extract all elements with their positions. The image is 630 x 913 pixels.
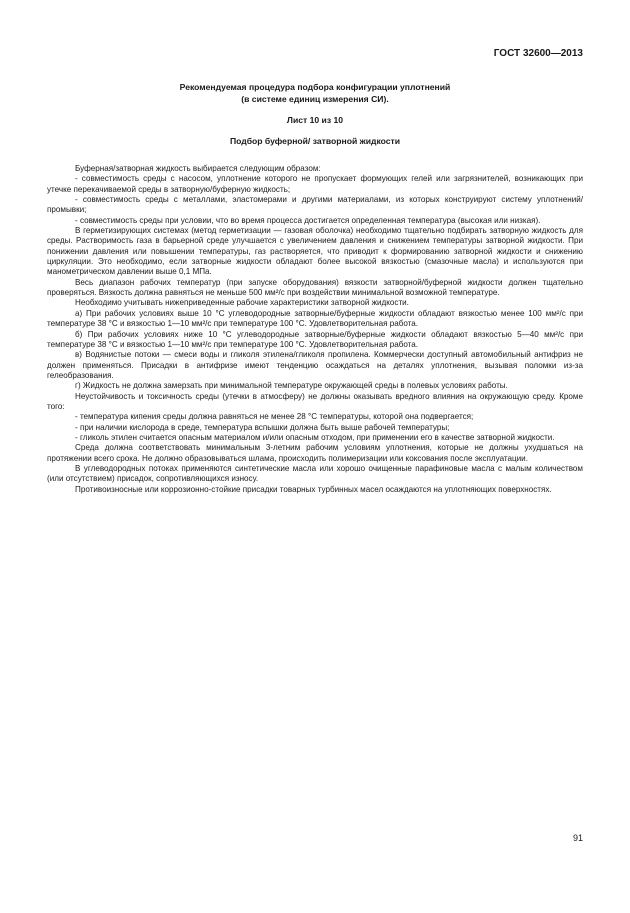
section-title: Подбор буферной/ затворной жидкости bbox=[229, 136, 401, 146]
paragraph: Неустойчивость и токсичность среды (утечки в атмосферу) не должны оказывать вредного влияния на окружающую среду. Кроме того: bbox=[47, 391, 583, 411]
document-code: ГОСТ 32600—2013 bbox=[493, 48, 583, 59]
paragraph: - совместимость среды с насосом, уплотнение которого не пропускает формующих гелей или загрязнителей, возникающих при утечке перекачиваемой среды в затворную/буферную жидкость; bbox=[47, 174, 583, 194]
page-number: 91 bbox=[572, 833, 583, 843]
paragraph: В углеводородных потоках применяются синтетические масла или хорошо очищенные парафиновые масла с малым количеством (или отсутствием) присадок, сопротивляющихся износу. bbox=[47, 463, 583, 484]
paragraph: - совместимость среды с металлами, эластомерами и другими материалами, из которых конструируют систему уплотнений/промывки; bbox=[47, 195, 583, 215]
title-block bbox=[47, 81, 583, 147]
paragraph: б) При рабочих условиях ниже 10 °С углеводородные затворные/буферные жидкости обладают вязкостью 5—40 мм²/с при температуре 38 °С и вязкостью 1—10 мм²/с при температуре 100 °С. Удовлетворительная работа. bbox=[47, 329, 583, 349]
paragraph: Противоизносные или коррозионно-стойкие присадки товарных турбинных масел осаждаются на уплотняющих поверхностях. bbox=[75, 484, 552, 494]
paragraph: - совместимость среды при условии, что во время процесса достигается определенная температура (высокая или низкая). bbox=[75, 215, 541, 225]
appendix-title-line-2: (в системе единиц измерения СИ). bbox=[241, 94, 389, 104]
paragraph: Необходимо учитывать нижеприведенные рабочие характеристики затворной жидкости. bbox=[75, 298, 409, 308]
paragraph: а) При рабочих условиях выше 10 °С углеводородные затворные/буферные жидкости обладают вязкостью менее 100 мм²/с при температуре 38 °С и вязкостью 1—10 мм²/с при температуре 100 °С. Удовлетворительная работа. bbox=[47, 308, 583, 329]
paragraph: Буферная/затворная жидкость выбирается следующим образом: bbox=[75, 164, 321, 173]
paragraph: Весь диапазон рабочих температур (при запуске оборудования) вязкости затворной/буферной жидкости должен тщательно проверяться. Вязкость должна равняться не меньше 500 мм²/с при воздействии минимальной возможной температуре. bbox=[47, 277, 583, 298]
body-text bbox=[47, 164, 583, 495]
paragraph: В герметизирующих системах (метод герметизации — газовая оболочка) необходимо тщательно подбирать затворную жидкость для среды. Растворимость газа в барьерной среде улучшается с увеличением давления и снижением температуры затворной жидкости. При понижении давления или повышении температуры, газ растворяется, что приводит к формированию затворной жидкости и снижению циркуляции. Это необходимо, если затворные жидкости обладают более высокой вязкостью (смазочные масла) и используются при манометрическом давлении выше 0,1 МПа. bbox=[47, 226, 583, 277]
paragraph: в) Водянистые потоки — смеси воды и гликоля этилена/гликоля пропилена. Коммерчески доступный автомобильный антифриз не должен применяться. Присадки в антифризе имеют тенденцию осаждаться на деталях уплотнения, вызывая поломки из-за гелеобразования. bbox=[47, 350, 583, 380]
paragraph: Среда должна соответствовать минимальным 3-летним рабочим условиям уплотнения, которые не должны ухудшаться на протяжении всего срока. Не должно образовываться шлама, происходить полимеризации или коксования после эксплуатации. bbox=[47, 443, 583, 463]
sheet-label: Лист 10 из 10 bbox=[286, 115, 344, 125]
paragraph: - при наличии кислорода в среде, температура вспышки должна быть выше рабочей температуры; bbox=[75, 422, 450, 432]
paragraph: - гликоль этилен считается опасным материалом и/или опасным отходом, при применении его в качестве затворной жидкости. bbox=[75, 432, 555, 442]
appendix-title-line-1: Рекомендуемая процедура подбора конфигурации уплотнений bbox=[179, 82, 451, 92]
paragraph: г) Жидкость не должна замерзать при минимальной температуре окружающей среды в полевых условиях работы. bbox=[75, 381, 508, 391]
paragraph: - температура кипения среды должна равняться не менее 28 °С температуры, которой она подвергается; bbox=[75, 412, 474, 422]
